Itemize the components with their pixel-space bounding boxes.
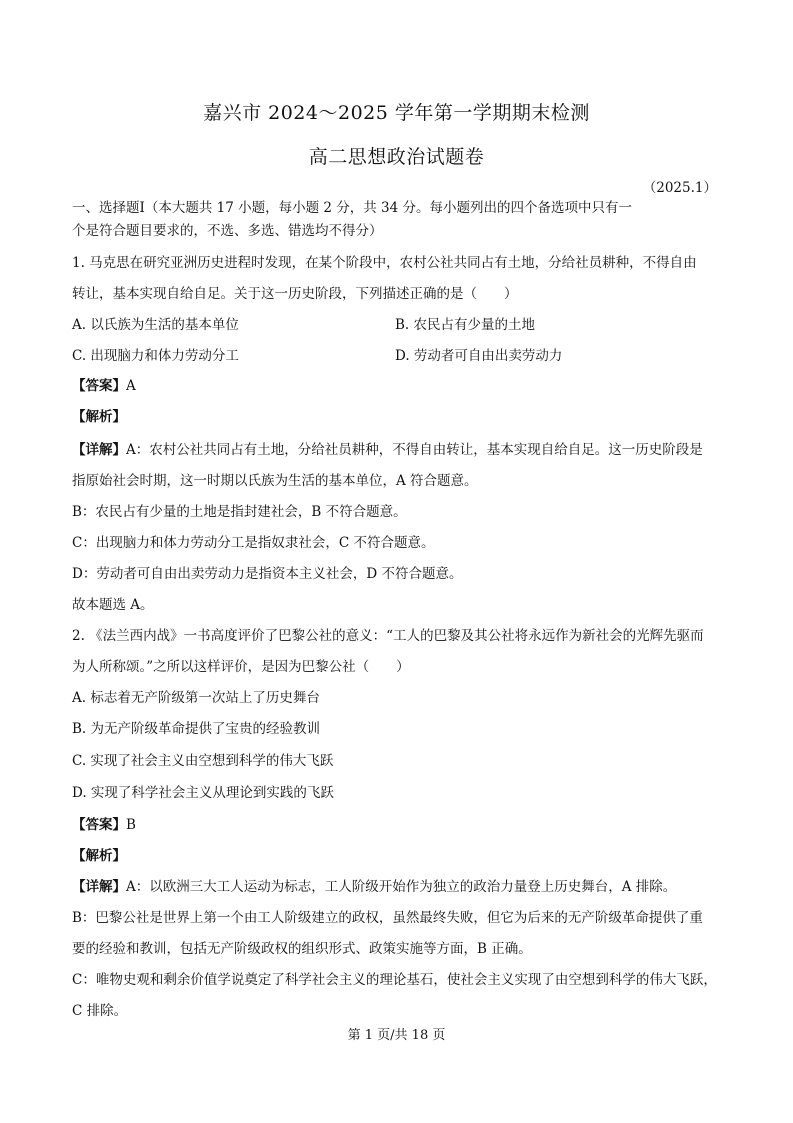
q2-answer [72,815,732,835]
q1-analysis [72,407,732,427]
q2-option-d: D. 实现了科学社会主义从理论到实践的飞跃 [72,785,334,801]
page-footer: 第 1 页/共 18 页 [347,1028,446,1043]
q1-stem-line-2: 转让，基本实现自给自足。关于这一历史阶段，下列描述正确的是（ ） [72,286,518,302]
section-heading-line-1: 一、选择题Ⅰ（本大题共 17 小题，每小题 2 分，共 34 分。每小题列出的四个备选项中只有一 [72,200,633,216]
q1-option-a: A. 以氏族为生活的基本单位 [72,317,239,333]
q2-detail-line-5: C 排除。 [72,1003,128,1019]
q2-analysis-tag: 【解析】 [72,848,126,864]
q2-detail-line-1 [72,877,732,897]
q1-stem-line-1: 1. 马克思在研究亚洲历史进程时发现，在某个阶段中，农村公社共同占有土地，分给社员耕种，不得自由 [72,255,697,271]
q2-detail-tag: 【详解】 [72,879,126,895]
q1-option-d: D. 劳动者可自由出卖劳动力 [395,348,563,364]
q1-option-c: C. 出现脑力和体力劳动分工 [72,348,239,364]
q2-stem-line-2: 为人所称颂。”之所以这样评价，是因为巴黎公社（ ） [72,659,410,675]
q2-option-c: C. 实现了社会主义由空想到科学的伟大飞跃 [72,753,334,769]
q2-detail-line-2: B：巴黎公社是世界上第一个由工人阶级建立的政权，虽然最终失败，但它为后来的无产阶级革命提供了重 [72,910,703,926]
q1-detail-line-1 [72,440,732,460]
q1-detail-tag: 【详解】 [72,442,126,458]
q1-detail-line-2: 指原始社会时期，这一时期以氏族为生活的基本单位，A 符合题意。 [72,473,478,489]
q1-conclusion: 故本题选 A。 [72,597,154,613]
q1-detail-line-5: D：劳动者可自由出卖劳动力是指资本主义社会，D 不符合题意。 [72,566,463,582]
q1-answer-value: A [126,378,136,394]
q2-answer-value: B [126,817,136,833]
q1-detail-line-3: B：农民占有少量的土地是指封建社会，B 不符合题意。 [72,504,407,520]
q2-detail-line-3: 要的经验和教训，包括无产阶级政权的组织形式、政策实施等方面，B 正确。 [72,941,532,957]
exam-title: 嘉兴市 2024～2025 学年第一学期期末检测 [203,102,590,124]
q2-detail-line-4: C：唯物史观和剩余价值学说奠定了科学社会主义的理论基石，使社会主义实现了由空想到科学的伟大飞跃， [72,972,717,988]
q1-answer-tag: 【答案】 [72,378,126,394]
q1-answer [72,376,732,396]
exam-subtitle: 高二思想政治试题卷 [308,146,485,168]
q2-option-b: B. 为无产阶级革命提供了宝贵的经验教训 [72,721,321,737]
q2-analysis [72,846,732,866]
exam-date: （2025.1） [642,180,717,196]
section-heading-line-2: 个是符合题目要求的，不选、多选、错选均不得分） [72,223,383,239]
q2-detail-text-1: A：以欧洲三大工人运动为标志，工人阶级开始作为独立的政治力量登上历史舞台，A 排除。 [126,879,677,895]
q2-answer-tag: 【答案】 [72,817,126,833]
q1-analysis-tag: 【解析】 [72,409,126,425]
q1-option-b: B. 农民占有少量的土地 [395,317,536,333]
q2-stem-line-1: 2. 《法兰西内战》一书高度评价了巴黎公社的意义：“工人的巴黎及其公社将永远作为新社会的光辉先驱而 [72,628,704,644]
q2-option-a: A. 标志着无产阶级第一次站上了历史舞台 [72,690,320,706]
q1-detail-text-1: A：农村公社共同占有土地，分给社员耕种，不得自由转让，基本实现自给自足。这一历史阶段是 [126,442,703,458]
q1-detail-line-4: C：出现脑力和体力劳动分工是指奴隶社会，C 不符合题意。 [72,535,435,551]
